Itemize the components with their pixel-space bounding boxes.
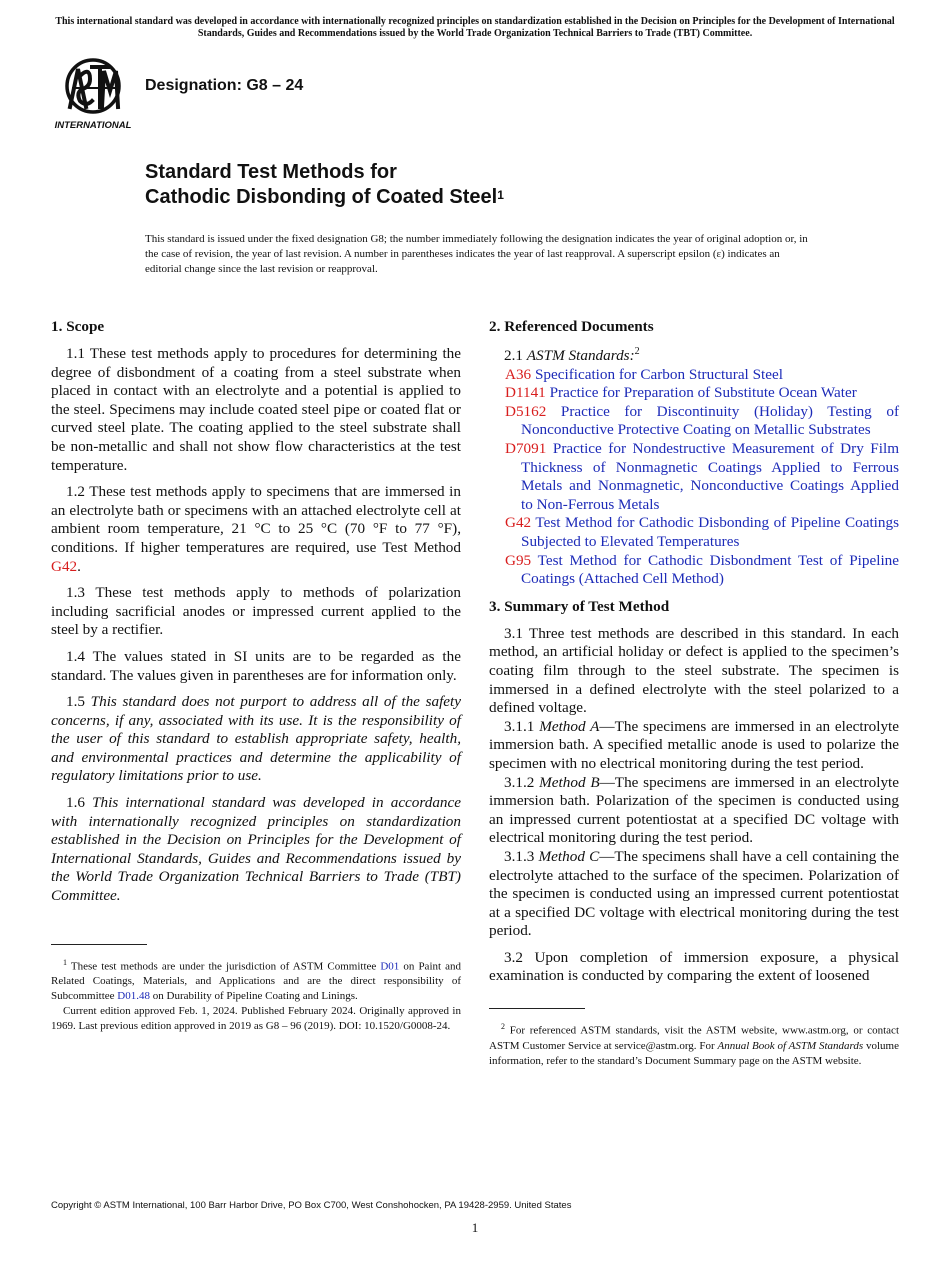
scope-heading: 1. Scope <box>51 318 105 335</box>
copyright: Copyright © ASTM International, 100 Barr Harbor Drive, PO Box C700, West Conshohocken, PA 19428-2959. United States <box>51 1200 572 1211</box>
wto-notice: This international standard was developed in accordance with internationally recognized principles on standardization established in the Decision on Principles for the Development of International Standards, Guides and Recommendations issued by the World Trade Organization Technical Barriers to Trade (TBT) Committee. <box>55 16 895 39</box>
reference-code-link[interactable]: D1141 <box>505 384 546 402</box>
reference-item <box>489 403 899 440</box>
issued-statement: This standard is issued under the fixed designation G8; the number immediately following the designation indicates the year of original adoption or, in the case of revision, the year of last revision. A number in parentheses indicates the year of last reapproval. A superscript epsilon (ε) indicates an editorial change since the last revision or reapproval. <box>145 233 808 275</box>
reference-code-link[interactable]: G95 <box>505 551 532 569</box>
summary-3-1: 3.1 Three test methods are described in this standard. In each method, an artificial holiday or defect is applied to the specimen’s coating film through to the steel substrate. The specimen is immersed in a defined electrolyte with the steel polarized to a defined voltage. <box>489 624 899 717</box>
summary-3-2: 3.2 Upon completion of immersion exposure, a physical examination is conducted by comparing the extent of loosened <box>489 948 899 985</box>
scope-1-1: 1.1 These test methods apply to procedures for determining the degree of disbondment of a coating from a steel substrate when placed in contact with an electrolyte and a potential is applied to the steel. Specimens may include coated steel pipe or coated flat or curved steel plate. The coating applied to the steel substrate shall be non-metallic and shall not show flow characteristics at the test temperature. <box>51 345 461 474</box>
logo-wordmark: INTERNATIONAL <box>54 120 132 131</box>
d01-link[interactable]: D01 <box>380 960 400 973</box>
reference-item <box>489 440 899 514</box>
reference-item <box>489 552 899 589</box>
reference-title-link[interactable]: Practice for Nondestructive Measurement of Dry Film Thickness of Nonmagnetic Coatings Applied to Ferrous Metals and Nonmagnetic, Nonconductive Coatings Applied to Non-Ferrous Metals <box>521 440 900 513</box>
reference-title-link[interactable]: Test Method for Cathodic Disbonding of Pipeline Coatings Subjected to Elevated Temperatures <box>521 514 899 550</box>
astm-logo-icon <box>52 57 134 131</box>
refdocs-heading: 2. Referenced Documents <box>489 318 654 335</box>
reference-title-link[interactable]: Specification for Carbon Structural Steel <box>534 365 783 383</box>
title-line-2: Cathodic Disbonding of Coated Steel <box>145 186 498 208</box>
page-number: 1 <box>471 1220 479 1235</box>
scope-1-5: 1.5 This standard does not purport to address all of the safety concerns, if any, associated with its use. It is the responsibility of the user of this standard to establish appropriate safety, health, and environmental practices and determine the applicability of regulatory limitations prior to use. <box>51 693 462 785</box>
scope-1-4: 1.4 The values stated in SI units are to be regarded as the standard. The values given in parentheses are for information only. <box>51 647 461 684</box>
summary-3-1-2: 3.1.2 Method B—The specimens are immersed in an electrolyte immersion bath. Polarization of the specimen is conducted using an impressed current potentiostat at a specified DC voltage with electrical monitoring during the test period. <box>489 773 900 847</box>
scope-1-2: 1.2 These test methods apply to specimens that are immersed in an electrolyte bath or specimens with an attached electrolyte cell at ambient room temperature, 21 °C to 25 °C (70 °F to 77 °F), conditions. If higher temperatures are required, use Test Method G42. <box>51 483 461 575</box>
astm-standards-label: 2.1 ASTM Standards:$^2$ <box>504 346 640 365</box>
reference-code-link[interactable]: G42 <box>505 514 532 532</box>
summary-heading: 3. Summary of Test Method <box>489 597 670 615</box>
reference-title-link[interactable]: Practice for Discontinuity (Holiday) Testing of Nonconductive Protective Coating on Metallic Substrates <box>521 402 900 439</box>
summary-3-1-3: 3.1.3 Method C—The specimens shall have a cell containing the electrolyte attached to the surface of the specimen. Polarization of the specimen is conducted using an impressed current potentiostat at a specified DC voltage with electrical monitoring during the test period. <box>489 847 900 940</box>
reference-item <box>489 384 899 403</box>
footnote-2: $^2$ For referenced ASTM standards, visit the ASTM website, www.astm.org, or contact ASTM Customer Service at service@astm.org. For Annual Book of ASTM Standards volume information, refer to the standard’s Document Summary page on the ASTM website. <box>489 1022 899 1067</box>
reference-title-link[interactable]: Practice for Preparation of Substitute Ocean Water <box>549 384 857 402</box>
reference-code-link[interactable]: A36 <box>505 365 532 383</box>
footnote-1: $^1$ These test methods are under the jurisdiction of ASTM Committee D01 on Paint and Related Coatings, Materials, and Applications and are the direct responsibility of Subcommittee D01.48 on Durability of Pipeline Coating and Linings. Current edition approved Feb. 1, 2024. Published February 2024. Originally approved in 1969. Last previous edition approved in 2019 as G8 – 96 (2019). DOI: 10.1520/G0008-24. <box>51 957 462 1033</box>
designation: Designation: G8 – 24 <box>145 77 304 94</box>
title-line-1: Standard Test Methods for <box>145 161 397 183</box>
reference-item <box>489 366 899 385</box>
reference-code-link[interactable]: D5162 <box>505 402 547 420</box>
reference-code-link[interactable]: D7091 <box>505 440 547 458</box>
reference-item <box>489 514 899 551</box>
footnote-divider <box>51 944 147 945</box>
reference-title-link[interactable]: Test Method for Cathodic Disbondment Test of Pipeline Coatings (Attached Cell Method) <box>521 551 899 588</box>
page-title <box>145 160 504 210</box>
left-column <box>51 318 461 1034</box>
scope-1-6: 1.6 This international standard was developed in accordance with internationally recognized principles on standardization established in the Decision on Principles for the Development of International Standards, Guides and Recommendations issued by the World Trade Organization Technical Barriers to Trade (TBT) Committee. <box>51 794 462 905</box>
right-column <box>489 318 899 1069</box>
title-footnote-mark: 1 <box>497 188 504 202</box>
footnote-divider-2 <box>489 1008 585 1009</box>
reference-list <box>489 366 899 589</box>
g42-link[interactable]: G42 <box>51 557 78 575</box>
scope-1-3: 1.3 These test methods apply to methods of polarization including sacrificial anodes or impressed current applied to the steel by a rectifier. <box>51 584 461 639</box>
astm-logo <box>52 57 134 131</box>
summary-3-1-1: 3.1.1 Method A—The specimens are immersed in an electrolyte immersion bath. A specified metallic anode is used to polarize the specimen with no electrical monitoring during the test period. <box>489 717 899 772</box>
d01-48-link[interactable]: D01.48 <box>117 990 150 1003</box>
footnote-1-edition: Current edition approved Feb. 1, 2024. Published February 2024. Originally approved in 1969. Last previous edition approved in 2019 as G8 – 96 (2019). DOI: 10.1520/G0008-24. <box>51 1005 461 1033</box>
